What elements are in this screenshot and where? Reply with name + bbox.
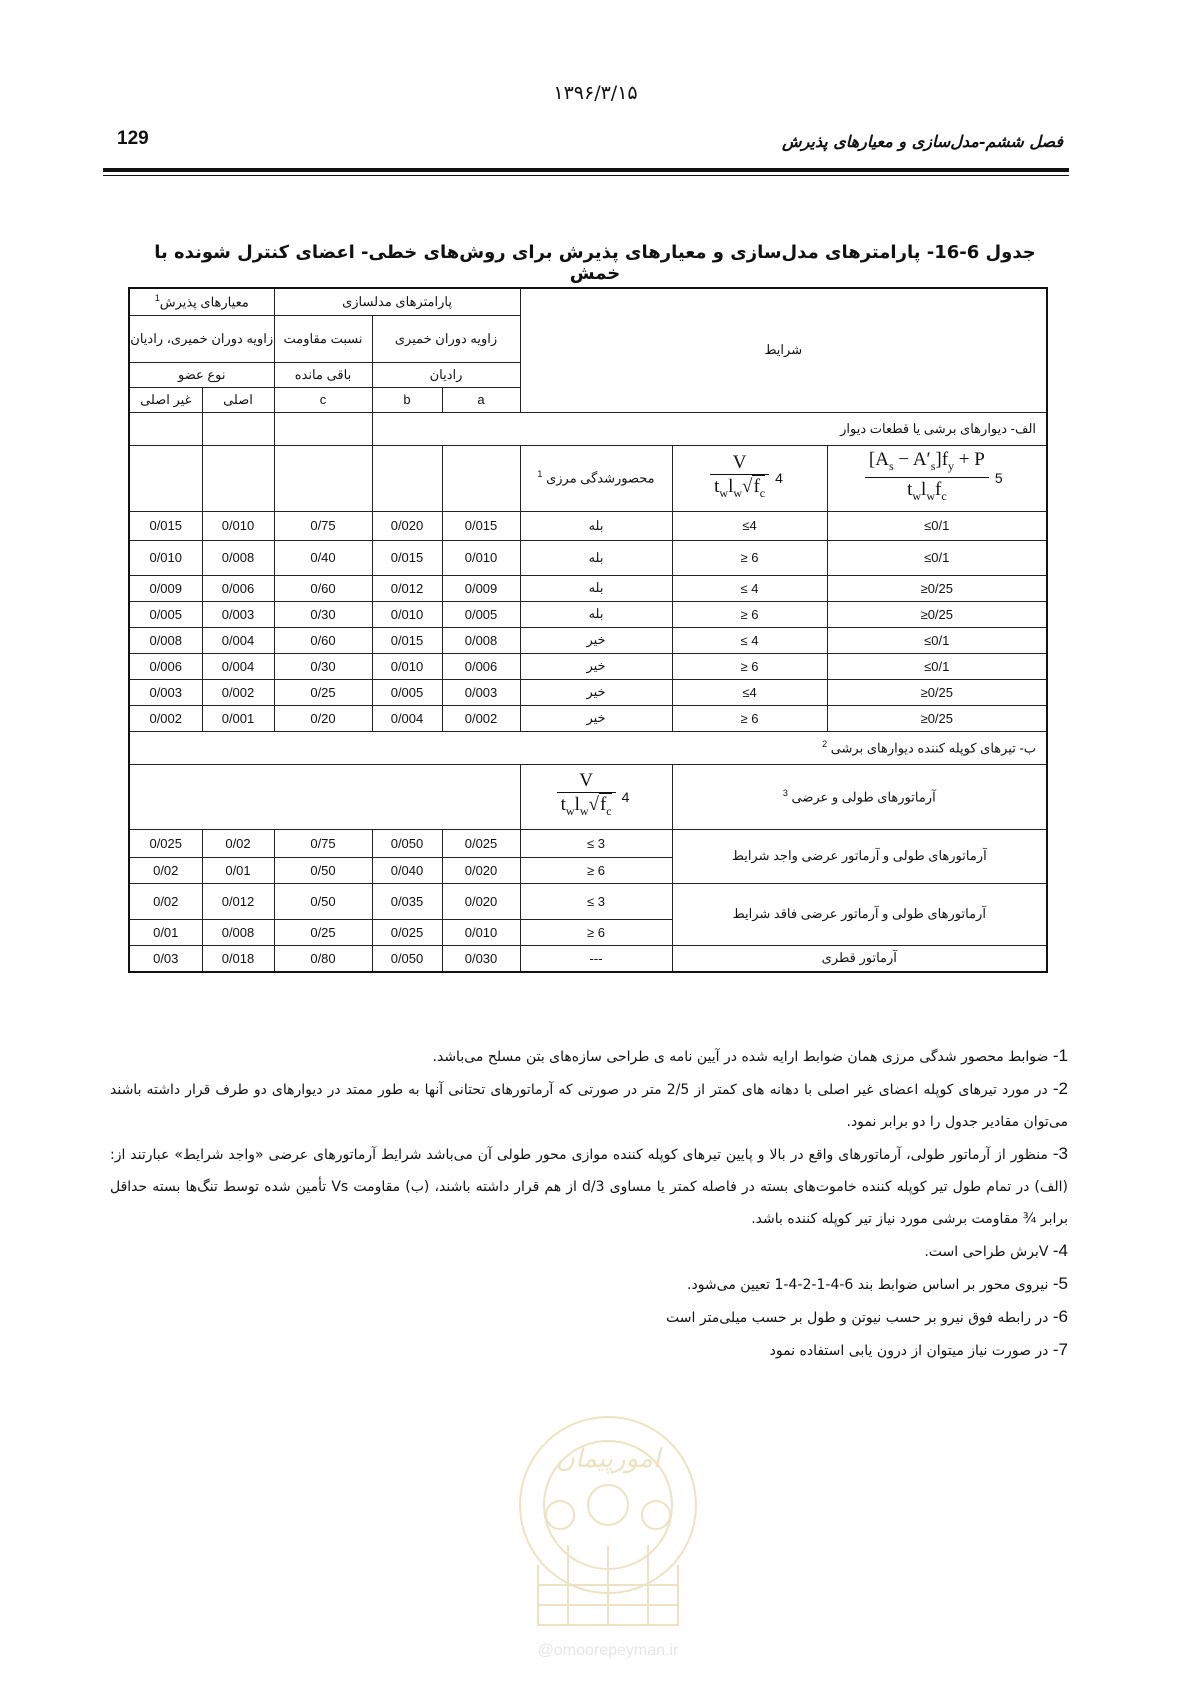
cell-shear: ≤ 3 bbox=[520, 883, 672, 919]
cell-a: 0/010 bbox=[442, 540, 520, 575]
cell-shear: ≥ 6 bbox=[520, 857, 672, 883]
cell-a: 0/020 bbox=[442, 857, 520, 883]
cell-pri: 0/004 bbox=[202, 627, 274, 653]
cell-b: 0/005 bbox=[372, 679, 442, 705]
chapter-title: فصل ششم-مدل‌سازی و معیارهای پذیرش bbox=[782, 132, 1063, 151]
cell-conf: بله bbox=[520, 540, 672, 575]
header-member-type: نوع عضو bbox=[129, 362, 274, 387]
cell-shear: ≤4 bbox=[672, 679, 827, 705]
header-rule-thin bbox=[103, 175, 1069, 176]
footnote-number: 4- bbox=[1052, 1241, 1068, 1260]
cell-shear: ≥ 6 bbox=[672, 540, 827, 575]
cell-sec: 0/008 bbox=[129, 627, 202, 653]
cell-pri: 0/012 bbox=[202, 883, 274, 919]
cell-sec: 0/003 bbox=[129, 679, 202, 705]
cell-pri: 0/008 bbox=[202, 540, 274, 575]
cell-axial: ≤0/1 bbox=[827, 511, 1047, 540]
cell-shear: ≤ 4 bbox=[672, 575, 827, 601]
cell-shear: --- bbox=[520, 945, 672, 972]
cell-a: 0/025 bbox=[442, 829, 520, 857]
cell-sec: 0/015 bbox=[129, 511, 202, 540]
date-header: ۱۳۹۶/۳/۱۵ bbox=[553, 82, 638, 104]
header-plastic-rotation-angle: زاویه دوران خمیری bbox=[372, 315, 520, 362]
cell-b: 0/010 bbox=[372, 601, 442, 627]
cell-shear: ≥ 6 bbox=[672, 601, 827, 627]
cell-sec: 0/02 bbox=[129, 857, 202, 883]
page-number: 129 bbox=[117, 128, 149, 149]
col-shear-ratio: $\frac{V}{t_wl_w√f_c}$ 4 bbox=[672, 445, 827, 511]
cell-pri: 0/001 bbox=[202, 705, 274, 731]
cell-sec: 0/005 bbox=[129, 601, 202, 627]
footnote-4 bbox=[110, 1235, 1068, 1268]
col-axial-ratio: $\frac{[A_s - A'_s]f_y + P}{t_wl_wf_c}$ 5 bbox=[827, 445, 1047, 511]
footnote-7 bbox=[110, 1334, 1068, 1367]
cell-b: 0/015 bbox=[372, 540, 442, 575]
cell-shear: ≥ 6 bbox=[672, 653, 827, 679]
cell-b: 0/020 bbox=[372, 511, 442, 540]
cell-axial: ≥0/25 bbox=[827, 705, 1047, 731]
table-row bbox=[129, 540, 1047, 575]
footnote-number: 7- bbox=[1052, 1340, 1068, 1359]
cell-axial: ≤0/1 bbox=[827, 540, 1047, 575]
cell-c: 0/20 bbox=[274, 705, 372, 731]
footnote-text: در رابطه فوق نیرو بر حسب نیوتن و طول بر حسب میلی‌متر است bbox=[666, 1310, 1053, 1326]
header-c: c bbox=[274, 387, 372, 412]
header-rule-thick bbox=[103, 168, 1069, 172]
header-b: b bbox=[372, 387, 442, 412]
header-modeling: پارامترهای مدلسازی bbox=[274, 288, 520, 315]
cell-b: 0/015 bbox=[372, 627, 442, 653]
cell-conf: بله bbox=[520, 511, 672, 540]
cell-conf: خیر bbox=[520, 705, 672, 731]
cell-pri: 0/01 bbox=[202, 857, 274, 883]
cell-pri: 0/010 bbox=[202, 511, 274, 540]
footnote-number: 2- bbox=[1052, 1079, 1068, 1098]
cell-b: 0/004 bbox=[372, 705, 442, 731]
cell-sec: 0/010 bbox=[129, 540, 202, 575]
footnote-5 bbox=[110, 1268, 1068, 1301]
cell-c: 0/25 bbox=[274, 919, 372, 945]
header-residual: باقی مانده bbox=[274, 362, 372, 387]
cell-c: 0/75 bbox=[274, 511, 372, 540]
cell-b: 0/050 bbox=[372, 945, 442, 972]
footnote-3 bbox=[110, 1138, 1068, 1235]
cell-conf: خیر bbox=[520, 653, 672, 679]
cell-c: 0/40 bbox=[274, 540, 372, 575]
table-row bbox=[129, 883, 1047, 919]
table-title: جدول 6-16- پارامترهای مدل‌سازی و معیارهای پذیرش برای روش‌های خطی- اعضای کنترل شونده با خمش bbox=[154, 242, 1036, 284]
cell-a: 0/002 bbox=[442, 705, 520, 731]
cell-c: 0/30 bbox=[274, 601, 372, 627]
col-boundary-confinement: محصورشدگی مرزی $^1$ bbox=[520, 445, 672, 511]
cell-a: 0/020 bbox=[442, 883, 520, 919]
cell-pri: 0/006 bbox=[202, 575, 274, 601]
group-diagonal-reinforcement: آرماتور قطری bbox=[672, 945, 1047, 972]
footnote-text: در صورت نیاز میتوان از درون یابی استفاده نمود bbox=[769, 1343, 1053, 1359]
cell-conf: بله bbox=[520, 575, 672, 601]
cell-sec: 0/006 bbox=[129, 653, 202, 679]
cell-c: 0/50 bbox=[274, 857, 372, 883]
axial-ratio-formula: $\frac{[A_s - A'_s]f_y + P}{t_wl_wf_c}$ bbox=[865, 449, 989, 508]
cell-b: 0/050 bbox=[372, 829, 442, 857]
cell-pri: 0/008 bbox=[202, 919, 274, 945]
group-qualifying-reinforcement: آرماتورهای طولی و آرماتور عرضی واجد شرایط bbox=[672, 829, 1047, 883]
footnote-text: ضوابط محصور شدگی مرزی همان ضوابط ارایه شده در آیین نامه ی طراحی سازه‌های بتن مسلح می‌باشد. bbox=[432, 1049, 1053, 1065]
cell-shear: ≥ 6 bbox=[672, 705, 827, 731]
cell-a: 0/005 bbox=[442, 601, 520, 627]
cell-c: 0/80 bbox=[274, 945, 372, 972]
cell-sec: 0/01 bbox=[129, 919, 202, 945]
cell-shear: ≤ 3 bbox=[520, 829, 672, 857]
shear-ratio-formula: $\frac{V}{t_wl_w√f_c}$ bbox=[710, 452, 769, 505]
cell-shear: ≥ 6 bbox=[520, 919, 672, 945]
cell-a: 0/006 bbox=[442, 653, 520, 679]
cell-axial: ≥0/25 bbox=[827, 679, 1047, 705]
cell-sec: 0/03 bbox=[129, 945, 202, 972]
cell-c: 0/60 bbox=[274, 575, 372, 601]
watermark-url: @omoorepeyman.ir bbox=[537, 1642, 679, 1659]
footnote-number: 1- bbox=[1052, 1046, 1068, 1065]
cell-a: 0/009 bbox=[442, 575, 520, 601]
omoorepeyman-watermark bbox=[498, 1395, 718, 1665]
acceptance-criteria-table bbox=[128, 287, 1048, 973]
cell-a: 0/030 bbox=[442, 945, 520, 972]
header-plastic-rotation-radian: زاویه دوران خمیری، رادیان bbox=[129, 315, 274, 362]
header-primary: اصلی bbox=[202, 387, 274, 412]
table-row bbox=[129, 829, 1047, 857]
cell-sec: 0/025 bbox=[129, 829, 202, 857]
cell-conf: خیر bbox=[520, 679, 672, 705]
col-b-shear-ratio: $\frac{V}{t_wl_w√f_c}$ 4 bbox=[520, 764, 672, 829]
cell-axial: ≥0/25 bbox=[827, 575, 1047, 601]
cell-a: 0/015 bbox=[442, 511, 520, 540]
cell-c: 0/30 bbox=[274, 653, 372, 679]
table-row bbox=[129, 679, 1047, 705]
cell-sec: 0/02 bbox=[129, 883, 202, 919]
section-a-rows bbox=[129, 511, 1047, 731]
cell-shear: ≤4 bbox=[672, 511, 827, 540]
footnote-text: در مورد تیرهای کوپله اعضای غیر اصلی با دهانه های کمتر از 2/5 متر در صورتی که آرماتورهای تحتانی آنها به طور ممتد در دیوارهای دو طرف قرار داشته باشند می‌توان مقادیر جدول را دو برابر نمود. bbox=[110, 1082, 1068, 1130]
footnote-number: 3- bbox=[1052, 1144, 1068, 1163]
cell-pri: 0/004 bbox=[202, 653, 274, 679]
section-a-title: الف- دیوارهای برشی یا قطعات دیوار bbox=[372, 412, 1047, 445]
cell-b: 0/040 bbox=[372, 857, 442, 883]
table-row bbox=[129, 601, 1047, 627]
footnote-number: 5- bbox=[1052, 1274, 1068, 1293]
table-row bbox=[129, 705, 1047, 731]
header-secondary: غیر اصلی bbox=[129, 387, 202, 412]
group-nonqualifying-reinforcement: آرماتورهای طولی و آرماتور عرضی فاقد شرایط bbox=[672, 883, 1047, 945]
watermark-brand: امورپیمان bbox=[555, 1444, 661, 1474]
cell-a: 0/008 bbox=[442, 627, 520, 653]
shear-ratio-formula-b: $\frac{V}{t_wl_w√f_c}$ bbox=[557, 770, 616, 823]
section-b-rows bbox=[129, 829, 1047, 972]
section-b-title: ب- تیرهای کوپله کننده دیوارهای برشی $^2$ bbox=[129, 731, 1047, 764]
cell-axial: ≤0/1 bbox=[827, 653, 1047, 679]
cell-c: 0/75 bbox=[274, 829, 372, 857]
cell-b: 0/035 bbox=[372, 883, 442, 919]
footnote-number: 6- bbox=[1052, 1307, 1068, 1326]
header-conditions: شرایط bbox=[520, 288, 1047, 412]
col-reinforcement: آرماتورهای طولی و عرضی $^3$ bbox=[672, 764, 1047, 829]
cell-a: 0/010 bbox=[442, 919, 520, 945]
footnotes bbox=[110, 1040, 1068, 1367]
cell-pri: 0/02 bbox=[202, 829, 274, 857]
cell-c: 0/60 bbox=[274, 627, 372, 653]
footnote-6 bbox=[110, 1301, 1068, 1334]
footnote-1 bbox=[110, 1040, 1068, 1073]
cell-sec: 0/009 bbox=[129, 575, 202, 601]
cell-pri: 0/002 bbox=[202, 679, 274, 705]
table-row bbox=[129, 945, 1047, 972]
footnote-2 bbox=[110, 1073, 1068, 1138]
cell-shear: ≤ 4 bbox=[672, 627, 827, 653]
cell-c: 0/50 bbox=[274, 883, 372, 919]
cell-pri: 0/018 bbox=[202, 945, 274, 972]
footnote-text: منظور از آرماتور طولی، آرماتورهای واقع در بالا و پایین تیرهای کوپله کننده موازی محور طولی آن می‌باشد شرایط آرماتورهای عرضی «واجد شرایط» عبارتند از: (الف) در تمام طول تیر کوپله کننده خاموت‌های بسته در فاصله کمتر یا مساوی d/3 از هم قرار داشته باشند، (ب) مقاومت Vs تأمین شده توسط تنگ‌ها بسته حداقل برابر ¾ مقاومت برشی مورد نیاز تیر کوپله کننده باشد. bbox=[110, 1147, 1068, 1227]
cell-sec: 0/002 bbox=[129, 705, 202, 731]
cell-b: 0/010 bbox=[372, 653, 442, 679]
cell-pri: 0/003 bbox=[202, 601, 274, 627]
header-residual-strength-ratio: نسبت مقاومت bbox=[274, 315, 372, 362]
header-acceptance: معیارهای پذیرش$^1$ bbox=[129, 288, 274, 315]
header-a: a bbox=[442, 387, 520, 412]
table-row bbox=[129, 653, 1047, 679]
cell-conf: خیر bbox=[520, 627, 672, 653]
header-radian: رادیان bbox=[372, 362, 520, 387]
table-row bbox=[129, 627, 1047, 653]
cell-axial: ≥0/25 bbox=[827, 601, 1047, 627]
cell-conf: بله bbox=[520, 601, 672, 627]
cell-a: 0/003 bbox=[442, 679, 520, 705]
footnote-text: Vبرش طراحی است. bbox=[924, 1244, 1053, 1260]
table-row bbox=[129, 511, 1047, 540]
footnote-text: نیروی محور بر اساس ضوابط بند 6-4-1-2-4-1 تعیین می‌شود. bbox=[687, 1277, 1053, 1293]
cell-b: 0/025 bbox=[372, 919, 442, 945]
cell-axial: ≤0/1 bbox=[827, 627, 1047, 653]
table-row bbox=[129, 575, 1047, 601]
cell-b: 0/012 bbox=[372, 575, 442, 601]
cell-c: 0/25 bbox=[274, 679, 372, 705]
